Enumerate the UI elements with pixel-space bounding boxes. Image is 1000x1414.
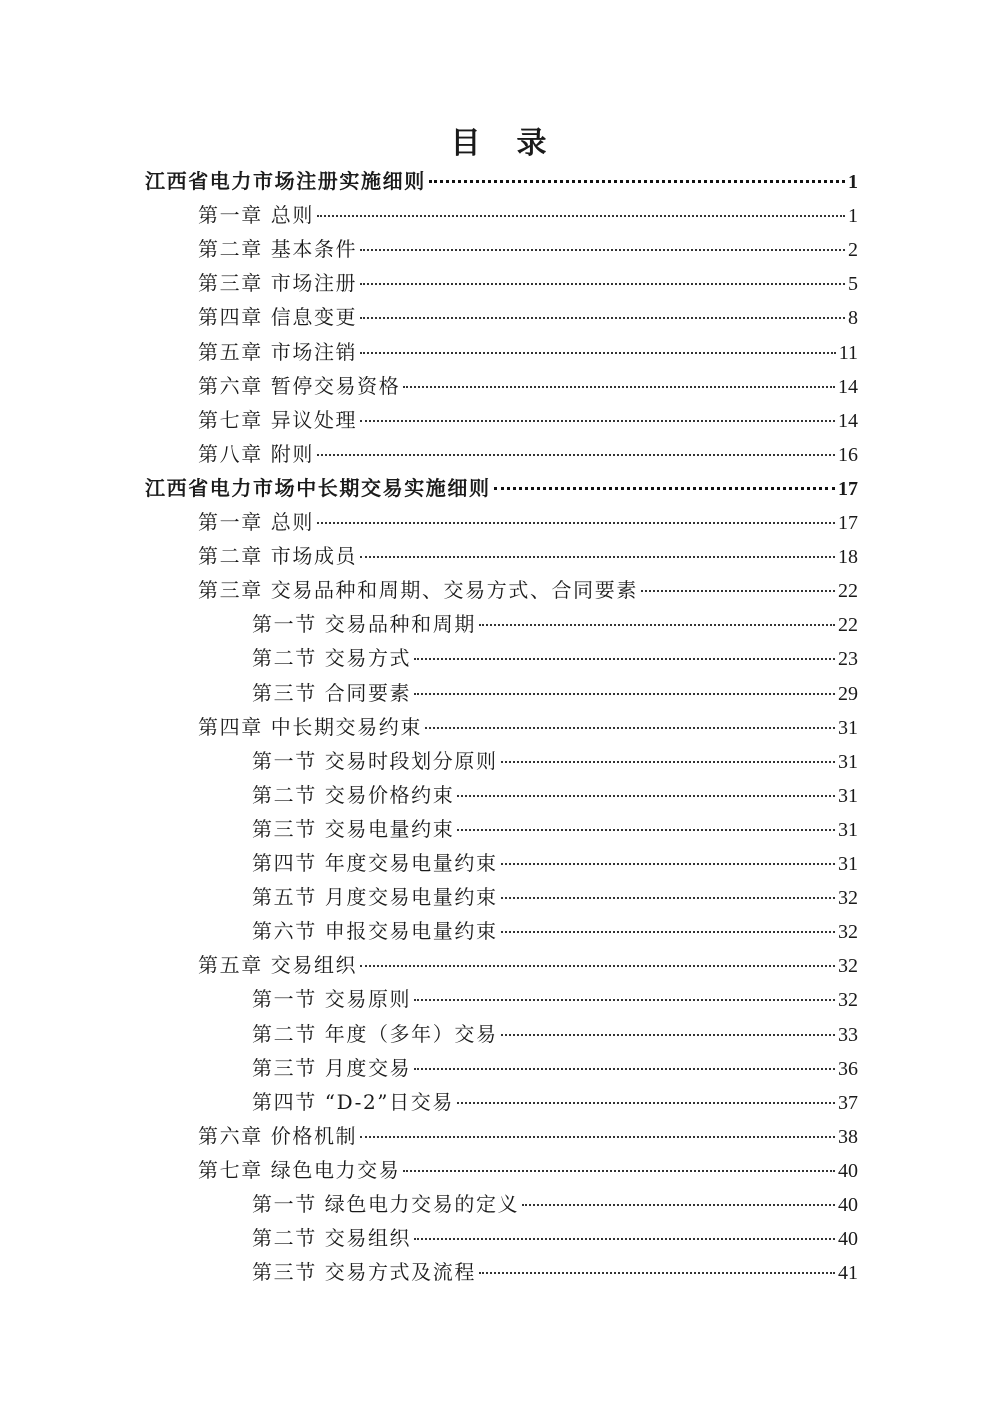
toc-entry-page: 23 [838,648,858,671]
toc-section-entry[interactable] [252,984,858,1014]
toc-entry-page: 31 [838,750,858,773]
dot-leader [360,420,835,422]
toc-entry-label: 第一章 总则 [198,510,314,534]
toc-chapter-entry[interactable] [198,1155,858,1185]
dot-leader [360,556,835,558]
toc-entry-label: 第三节 合同要素 [252,680,412,705]
toc-entry-page: 22 [838,580,858,603]
toc-entry-label: 第二节 年度（多年）交易 [252,1021,498,1046]
toc-entry-page: 33 [838,1023,858,1046]
toc-section-entry[interactable] [252,1019,858,1049]
toc-entry-label: 第八章 附则 [198,441,314,466]
dot-leader [494,487,835,490]
toc-entry-page: 38 [838,1125,858,1148]
toc-entry-page: 1 [848,205,858,228]
toc-entry-label: 第六章 暂停交易资格 [198,373,401,398]
toc-chapter-entry[interactable] [198,575,858,605]
dot-leader [360,283,845,285]
toc-entry-page: 32 [838,887,858,910]
toc-chapter-entry[interactable] [198,234,858,264]
dot-leader [414,999,835,1001]
toc-chapter-entry[interactable] [198,712,858,742]
dot-leader [457,829,835,831]
toc-entry-label: 第五节 月度交易电量约束 [252,885,498,910]
toc-entry-page: 16 [838,443,858,466]
toc-section-entry[interactable] [252,1223,858,1253]
toc-section-entry[interactable] [252,814,858,844]
toc-entry-page: 11 [838,341,858,364]
toc-entry-page: 17 [838,477,858,500]
toc-entry-label: 第三章 市场注册 [198,271,358,296]
toc-entry-page: 8 [848,307,858,330]
toc-entry-page: 31 [838,818,858,841]
toc-entry-page: 1 [848,171,858,193]
toc-entry-page: 41 [838,1262,858,1285]
toc-part-entry[interactable] [145,166,858,196]
toc-section-entry[interactable] [252,1189,858,1219]
toc-entry-page: 31 [838,784,858,807]
toc-entry-page: 18 [838,546,858,569]
dot-leader [641,590,835,592]
toc-chapter-entry[interactable] [198,337,858,367]
dot-leader [501,863,835,865]
toc-chapter-entry[interactable] [198,1121,858,1151]
toc-entry-label: 第六节 申报交易电量约束 [252,919,498,944]
dot-leader [360,1136,835,1138]
dot-leader [414,693,835,695]
toc-section-entry[interactable] [252,746,858,776]
dot-leader [501,931,835,933]
toc-title: 目 录 [450,126,550,161]
toc-entry-label: 第一节 交易原则 [252,987,412,1012]
toc-entry-page: 40 [838,1228,858,1251]
toc-entry-label: 第四章 信息变更 [198,305,358,330]
toc-entry-page: 17 [838,512,858,534]
dot-leader [317,454,835,456]
dot-leader [479,1272,835,1274]
toc-entry-page: 32 [838,989,858,1012]
toc-entry-label: 第二节 交易价格约束 [252,782,455,807]
dot-leader [429,180,845,183]
toc-section-entry[interactable] [252,1053,858,1083]
toc-entry-page: 14 [838,409,858,432]
toc-entry-label: 第一节 绿色电力交易的定义 [252,1192,520,1216]
dot-leader [522,1204,835,1206]
toc-entry-label: 第二节 交易组织 [252,1226,412,1251]
toc-entry-label: 第六章 价格机制 [198,1123,358,1148]
dot-leader [501,1034,835,1036]
toc-entry-page: 32 [838,955,858,978]
dot-leader [360,965,835,967]
dot-leader [403,1170,835,1172]
toc-entry-label: 第五章 市场注销 [198,339,358,364]
toc-part-entry[interactable] [145,473,858,503]
toc-entry-label: 第四节 “D-2”日交易 [252,1089,454,1114]
toc-chapter-entry[interactable] [198,439,858,469]
toc-entry-label: 第三节 交易电量约束 [252,816,455,841]
dot-leader [501,761,835,763]
toc-entry-page: 29 [838,682,858,705]
toc-entry-label: 第三章 交易品种和周期、交易方式、合同要素 [198,578,638,603]
toc-entry-page: 37 [838,1091,858,1114]
toc-chapter-entry[interactable] [198,268,858,298]
toc-section-entry[interactable] [252,848,858,878]
toc-entry-label: 第三节 交易方式及流程 [252,1260,476,1285]
toc-entry-label: 第七章 绿色电力交易 [198,1157,401,1182]
toc-section-entry[interactable] [252,916,858,946]
toc-entry-page: 31 [838,716,858,739]
toc-section-entry[interactable] [252,1257,858,1287]
toc-entry-page: 32 [838,921,858,944]
toc-chapter-entry[interactable] [198,405,858,435]
toc-chapter-entry[interactable] [198,371,858,401]
toc-section-entry[interactable] [252,643,858,673]
toc-section-entry[interactable] [252,678,858,708]
toc-section-entry[interactable] [252,882,858,912]
dot-leader [457,1102,835,1104]
dot-leader [414,658,835,660]
dot-leader [360,352,836,354]
toc-chapter-entry[interactable] [198,950,858,980]
toc-chapter-entry[interactable] [198,200,858,230]
dot-leader [403,386,835,388]
toc-entry-label: 第二章 基本条件 [198,237,358,262]
dot-leader [360,317,845,319]
toc-section-entry[interactable] [252,609,858,639]
toc-entry-page: 36 [838,1057,858,1080]
dot-leader [414,1238,835,1240]
toc-entry-label: 第一章 总则 [198,203,314,228]
toc-entry-page: 5 [848,273,858,296]
toc-entry-page: 40 [838,1159,858,1182]
toc-entry-label: 第七章 异议处理 [198,407,358,432]
toc-entry-page: 40 [838,1194,858,1216]
dot-leader [317,522,835,524]
toc-entry-label: 第二节 交易方式 [252,646,412,671]
toc-section-entry[interactable] [252,780,858,810]
toc-chapter-entry[interactable] [198,507,858,537]
toc-entry-label: 第四节 年度交易电量约束 [252,851,498,875]
toc-entry-page: 14 [838,375,858,398]
toc-chapter-entry[interactable] [198,302,858,332]
toc-entry-label: 第二章 市场成员 [198,544,358,569]
toc-entry-page: 22 [838,614,858,637]
dot-leader [501,897,835,899]
dot-leader [457,795,835,797]
toc-entry-label: 江西省电力市场注册实施细则 [145,169,426,193]
toc-entry-label: 第三节 月度交易 [252,1055,412,1080]
dot-leader [317,215,845,217]
toc-entry-label: 第一节 交易时段划分原则 [252,748,498,773]
dot-leader [414,1068,835,1070]
toc-entry-page: 31 [838,853,858,875]
dot-leader [425,727,835,729]
toc-entry-page: 2 [848,239,858,262]
dot-leader [479,624,835,626]
toc-entry-label: 第五章 交易组织 [198,953,358,978]
toc-chapter-entry[interactable] [198,541,858,571]
toc-entry-label: 第四章 中长期交易约束 [198,714,422,739]
dot-leader [360,249,845,251]
toc-section-entry[interactable] [252,1087,858,1117]
toc-entry-label: 江西省电力市场中长期交易实施细则 [145,475,491,500]
toc-entry-label: 第一节 交易品种和周期 [252,612,476,637]
